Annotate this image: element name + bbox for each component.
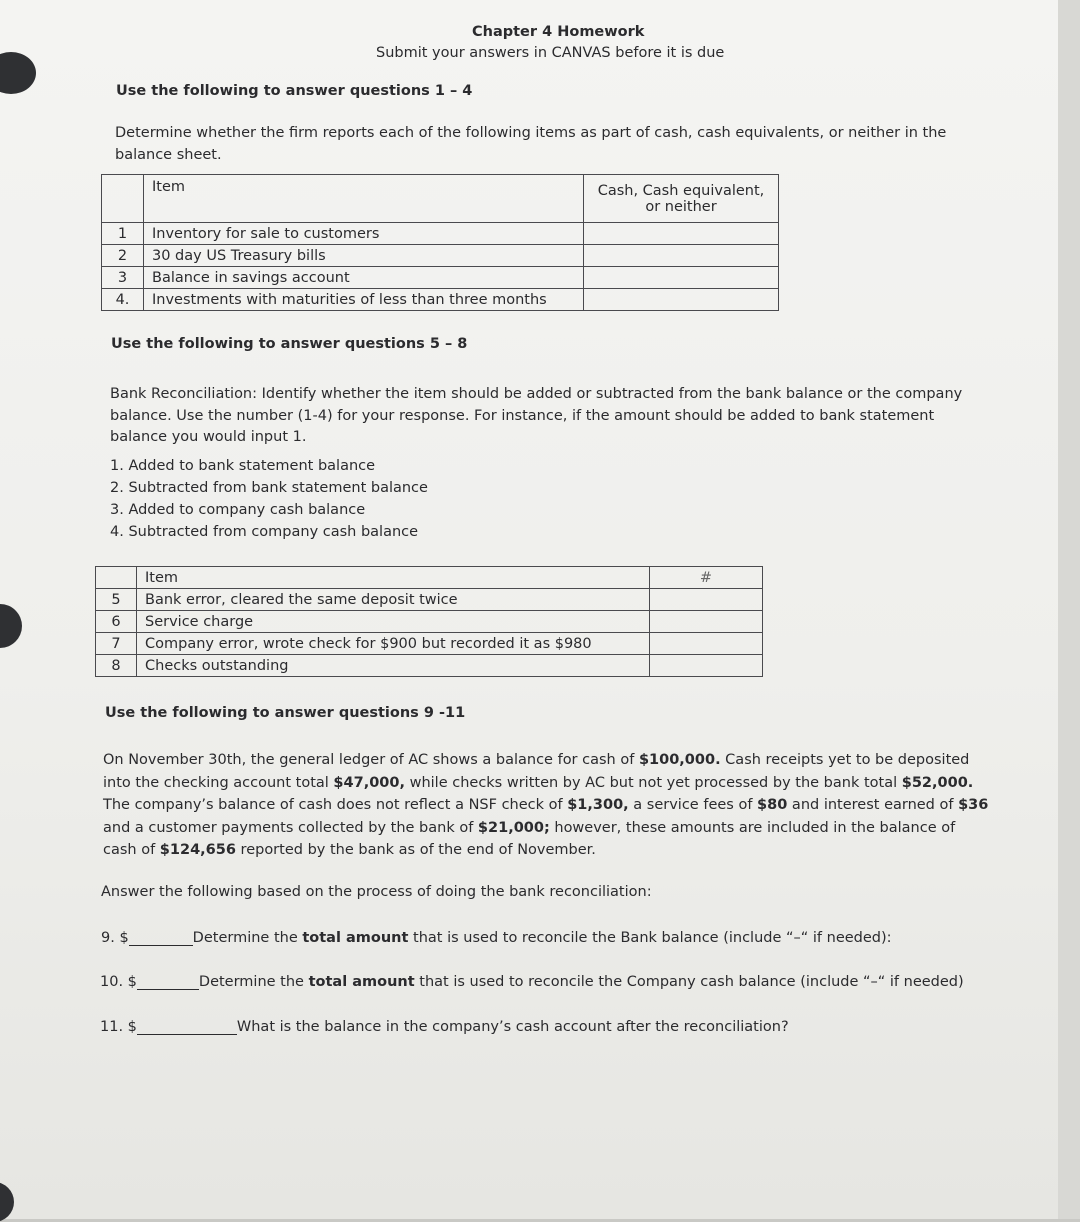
section2-instructions: Bank Reconciliation: Identify whether the item should be added or subtracted from the bank balance or the company balance. Use the number (1-4) for your response. For instance, if the amount should be added to bank statement balance you would input 1.	[110, 386, 963, 445]
answer-cell-q8[interactable]	[650, 655, 763, 677]
table-row: 8 Checks outstanding	[96, 655, 763, 677]
page-title: Chapter 4 Homework	[472, 24, 645, 40]
paper-edge	[1058, 0, 1080, 1219]
list-item: 1. Added to bank statement balance	[110, 458, 376, 474]
section1-instructions: Determine whether the firm reports each of the following items as part of cash, cash equivalents, or neither in the balance sheet.	[115, 125, 947, 163]
answer-blank-q10[interactable]	[137, 989, 199, 990]
section3-heading: Use the following to answer questions 9 -11	[105, 705, 466, 721]
question-11: 11. $ What is the balance in the company’s cash account after the reconciliation?	[100, 1019, 789, 1035]
list-item: 2. Subtracted from bank statement balance	[110, 480, 428, 496]
answer-blank-q11[interactable]	[137, 1034, 237, 1035]
section2-heading: Use the following to answer questions 5 – 8	[111, 336, 468, 352]
table-row: 7 Company error, wrote check for $900 but recorded it as $980	[96, 633, 763, 655]
list-item: 4. Subtracted from company cash balance	[110, 524, 419, 540]
table1-header-item: Item	[144, 175, 584, 223]
answer-cell-q4[interactable]	[584, 289, 779, 311]
table-row: 3 Balance in savings account	[102, 267, 779, 289]
answer-prompt: Answer the following based on the process of doing the bank reconciliation:	[101, 884, 652, 900]
answer-cell-q6[interactable]	[650, 611, 763, 633]
table2-header-answer: #	[650, 567, 763, 589]
answer-cell-q3[interactable]	[584, 267, 779, 289]
table-row: 2 30 day US Treasury bills	[102, 245, 779, 267]
question-9: 9. $ Determine the total amount that is used to reconcile the Bank balance (include “–“ if needed):	[101, 930, 892, 946]
table2-header-item: Item	[137, 567, 650, 589]
answer-cell-q1[interactable]	[584, 223, 779, 245]
list-item: 3. Added to company cash balance	[110, 502, 366, 518]
table-row: 6 Service charge	[96, 611, 763, 633]
table-row: 1 Inventory for sale to customers	[102, 223, 779, 245]
answer-cell-q7[interactable]	[650, 633, 763, 655]
page-subtitle: Submit your answers in CANVAS before it is due	[376, 45, 725, 61]
answer-blank-q9[interactable]	[129, 945, 193, 946]
table-bank-reconciliation	[95, 566, 763, 677]
section3-paragraph: On November 30th, the general ledger of AC shows a balance for cash of $100,000. Cash receipts yet to be deposited into the checking account total $47,000, while checks written by AC but not yet processed by the bank total $52,000. The company’s balance of cash does not reflect a NSF check of $1,300, a service fees of $80 and interest earned of $36 and a customer payments collected by the bank of $21,000; however, these amounts are included in the balance of cash of $124,656 reported by the bank as of the end of November.	[103, 752, 989, 858]
table1-header-answer: Cash, Cash equivalent, or neither	[584, 175, 779, 223]
table-cash-classification	[101, 174, 779, 311]
question-10: 10. $ Determine the total amount that is used to reconcile the Company cash balance (include “–“ if needed)	[100, 974, 964, 990]
answer-cell-q2[interactable]	[584, 245, 779, 267]
section1-heading: Use the following to answer questions 1 – 4	[116, 83, 473, 99]
table-row: 4. Investments with maturities of less than three months	[102, 289, 779, 311]
answer-cell-q5[interactable]	[650, 589, 763, 611]
response-options-list	[110, 455, 428, 543]
table-row: 5 Bank error, cleared the same deposit twice	[96, 589, 763, 611]
